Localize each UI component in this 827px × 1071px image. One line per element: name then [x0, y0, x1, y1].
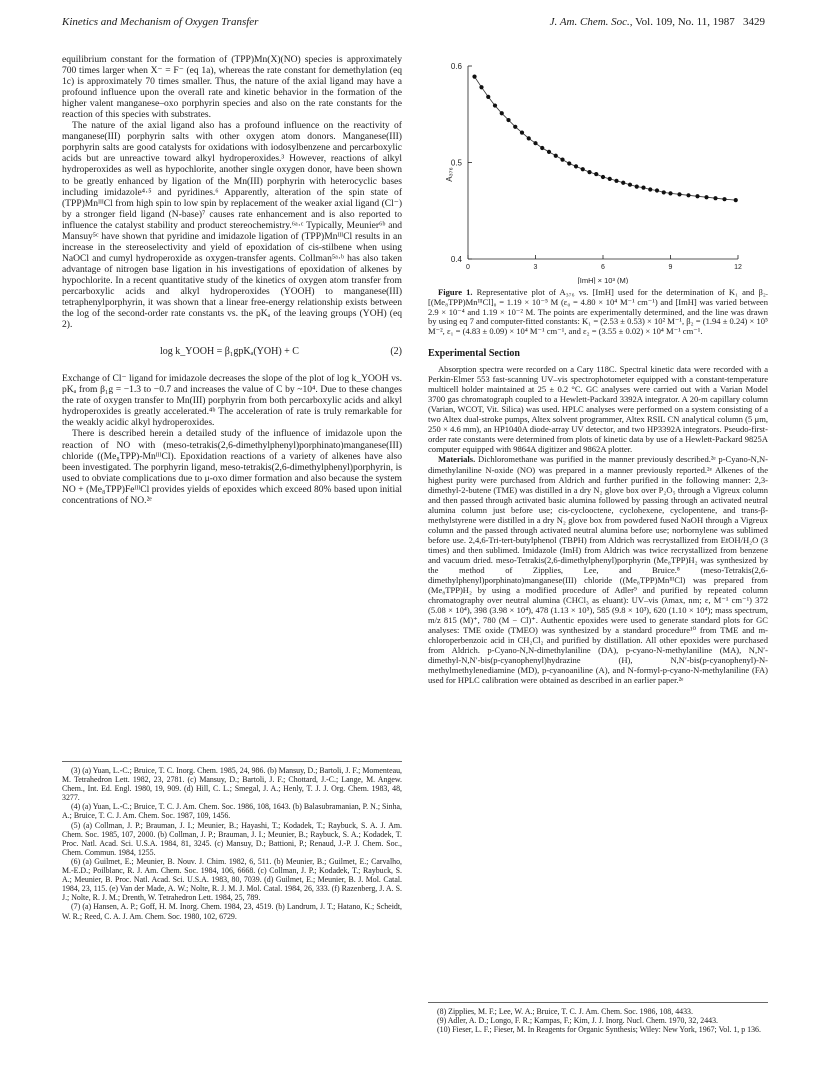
data-point	[500, 111, 504, 115]
paragraph	[428, 454, 768, 685]
data-point	[486, 95, 490, 99]
data-point	[554, 154, 558, 158]
reference: (10) Fieser, L. F.; Fieser, M. In Reagents for Organic Synthesis; Wiley: New York, 1967; Vol. 1, p 136.	[437, 1025, 761, 1035]
y-tick-label: 0.6	[450, 62, 462, 71]
data-point	[648, 187, 652, 191]
section-title: Experimental Section	[428, 347, 520, 359]
materials-label: Materials.	[438, 454, 476, 465]
data-point	[704, 195, 708, 199]
data-point	[506, 118, 510, 122]
journal-name: J. Am. Chem. Soc.,	[549, 16, 633, 28]
data-point	[493, 103, 497, 107]
data-point	[567, 161, 571, 165]
x-tick-label: 12	[734, 264, 742, 271]
data-point	[587, 170, 591, 174]
data-point	[695, 194, 699, 198]
data-point	[628, 183, 632, 187]
data-point	[655, 188, 659, 192]
left-column	[62, 54, 402, 506]
y-tick-label: 0.4	[450, 255, 462, 264]
scatter-plot	[428, 54, 768, 284]
data-point	[677, 192, 681, 196]
data-point	[533, 141, 537, 145]
figure-caption-text: Representative plot of A₃₇₆ vs. [ImH] used for the determination of K₁ and β₂. [(Me₈TPP)MnᴵᴵᴵCl]₀ = 1.19 × 10⁻⁵ M (ε₀ = 4.80 × 10⁴ M⁻¹ cm⁻¹) and [ImH] was varied between 2.9 × 10⁻⁴ and 1.19 × 10⁻² M. The points are experimentally determined, and the line was drawn by using eq 7 and computer-fitted constants: K₁ = (2.53 ± 0.53) × 10² M⁻¹, β₂ = (1.94 ± 0.24) × 10⁵ M⁻², ε₁ = (4.83 ± 0.09) × 10⁴ M⁻¹ cm⁻¹, and ε₂ = (3.55 ± 0.02) × 10⁴ M⁻¹ cm⁻¹.	[428, 287, 768, 337]
reference: (3) (a) Yuan, L.-C.; Bruice, T. C. Inorg. Chem. 1985, 24, 986. (b) Mansuy, D.; Bartoli, J. F.; Momenteau, M. Tetrahedron Lett. 1982, 23, 2781. (c) Mansuy, D.; Bartoli, J. F.; Chottard, J.-C.; Lange, M. Angew. Chem., Int. Ed. Engl. 1980, 19, 909. (d) Hill, C. L.; Smegal, J. A.; Henly, T. J. J. Org. Chem. 1983, 48, 3277.	[62, 766, 402, 803]
reference: (6) (a) Guilmet, E.; Meunier, B. Nouv. J. Chim. 1982, 6, 511. (b) Meunier, B.; Guilmet, E.; Carvalho, M.-E.D.; Poilblanc, R. J. Am. Chem. Soc. 1984, 106, 6668. (c) Collman, J. P.; Kodadek, T.; Raybuck, S. A.; Meunier, B. Proc. Natl. Acad. Sci. U.S.A. 1983, 80, 7039. (d) Guilmet, E.; Meunier, B. J. Mol. Catal. 1984, 23, 115. (e) Van der Made, A. W.; Nolte, R. J. M. J. Mol. Catal. 1984, 26, 333. (f) Razenberg, J. A. S. J.; Nolte, R. J. M.; Drenth, W. Tetrahedron Lett. 1984, 25, 789.	[62, 856, 402, 903]
footnotes-right	[428, 1002, 768, 1034]
right-column	[428, 288, 768, 686]
data-point	[513, 125, 517, 129]
materials-text: Dichloromethane was purified in the manner previously described.²ᵉ p-Cyano-N,N-dimethylaniline N-oxide (NO) was prepared in a manner previously reported.²ᵉ Alkenes of the highest purity were purchased from Aldrich and further purified in the following manner: 2,3-dimethyl-2-butene (TME) was distilled in a dry N₂ glove box over P₂O₅ through a Vigreux column and then passed through activated basic alumina followed by passing through an activated neutral alumina column just before use; cis-cyclooctene, cyclohexene, cyclopentene, and trans-β-methylstyrene were distilled in a dry N₂ glove box from powdered fused NaOH through a Vigreux column and the passed through activated neutral alumina before use; norbornylene was sublimed before use. 2,4,6-Tri-tert-butylphenol (TBPH) from Aldrich was recrystallized from EtOH/H₂O (3 times) and then sublimed. Imidazole (ImH) from Aldrich was twice recrystallized from benzene and vacuum dried. meso-Tetrakis(2,6-dimethylphenyl)porphyrin (Me₈TPP)H₂ was synthesized by the method of Zipplies, Lee, and Bruice.⁸ (meso-Tetrakis(2,6-dimethylphenyl)porphinato)manganese(III) chloride ((Me₈TPP)MnᴵᴵᴵCl) was prepared from (Me₈TPP)H₂ by using a modified procedure of Adler⁹ and purified by repeated column chromatography over neutral alumina (CHCl₃ as eluant): UV–vis (λmax, nm; ε, M⁻¹ cm⁻¹) 372 (5.08 × 10⁴), 398 (3.98 × 10⁴), 478 (1.13 × 10⁵), 585 (9.8 × 10³), 620 (1.10 × 10⁴); mass spectrum, m/z 815 (M)⁺, 780 (M − Cl)⁺. Authentic epoxides were used to generate standard plots for GC analyses: TME oxide (TMEO) was synthesized by a standard procedure¹⁰ from TME and m-chloroperbenzoic acid in CH₂Cl₂ and purified by distillation. All other epoxides were purchased from Aldrich. p-Cyano-N,N-dimethylaniline (DA), p-cyano-N-methylaniline (MA), N,N′-dimethyl-N,N′-bis(p-cyanophenyl)hydrazine (H), N,N′-bis(p-cyanophenyl)-N-methylmethylenediamine (MD), p-cyanoaniline (A), and N-formyl-p-cyano-N-methylaniline (FA) used for HPLC calibration were obtained as described in an earlier paper.²ᵉ	[428, 454, 768, 686]
paragraph: Absorption spectra were recorded on a Cary 118C. Spectral kinetic data were recorded with a Perkin-Elmer 553 fast-scanning UV–vis spectrophotometer equipped with a constant-temperature multicell holder maintained at 25 ± 0.2 °C. GC analyses were carried out with a Varian Model 3700 gas chromatograph coupled to a Hewlett-Packard 3392A integrator. A 20-m capillary column (Varian, WCOT, Vit. Silica) was used. HPLC analyses were performed on a system consisting of a two Altex dual-stroke pumps, Altex solvent programmer, Altex RSIL CN analytical column (5 μm, 250 × 4.6 mm), an HP1040A diode-array UV detector, and two HP3392A integrators. Pseudo-first-order rate constants were determined from plots of kinetic data by use of a Hewlett-Packard 9825A computer equipped with 9864A digitizer and 9862A plotter.	[428, 364, 768, 455]
equation-2	[62, 346, 402, 357]
x-tick-label: 0	[466, 264, 470, 271]
x-tick-label: 3	[533, 264, 538, 271]
data-point	[581, 167, 585, 171]
figure-caption-label: Figure 1.	[438, 287, 473, 297]
data-point	[722, 197, 726, 201]
data-point	[686, 193, 690, 197]
figure-caption	[428, 288, 768, 337]
data-point	[472, 75, 476, 79]
data-point	[614, 179, 618, 183]
x-tick-label: 9	[668, 264, 673, 271]
data-point	[540, 146, 544, 150]
paragraph: equilibrium constant for the formation of (TPP)Mn(X)(NO) species is approximately 700 times larger when X⁻ = F⁻ (eq 1a), whereas the rate constant for demethylation (eq 1c) is approximately 70 times smaller. Thus, the nature of the axial ligand may have a profound influence upon the overall rate and kinetic behavior in the formation of the higher valent manganese–oxo porphyrin species and also on the rate constants for the reaction of this species with substrates.	[62, 54, 402, 121]
data-point	[621, 181, 625, 185]
y-axis-label: A₃₇₆	[445, 167, 454, 182]
data-point	[594, 172, 598, 176]
reference: (5) (a) Collman, J. P.; Brauman, J. I.; Meunier, B.; Hayashi, T.; Kodadek, T.; Raybuck, S. A. J. Am. Chem. Soc. 1985, 107, 2000. (b) Collman, J. P.; Brauman, J. I.; Meunier, B.; Raybuck, S. A.; Kodadek, T. Proc. Natl. Acad. Sci. U.S.A. 1984, 81, 3245. (c) Mansuy, D.; Battioni, P.; Renaud, J.-P. J. Chem. Soc., Chem. Commun. 1984, 1255.	[62, 820, 402, 857]
paragraph: There is described herein a detailed study of the influence of imidazole upon the reaction of NO with (meso-tetrakis(2,6-dimethylphenyl)porphinato)manganese(III) chloride ((Me₈TPP)-MnᴵᴵᴵCl). Epoxidation reactions of a variety of alkenes have also been investigated. The porphyrin ligand, meso-tetrakis(2,6-dimethylphenyl)porphyrin, is used to obviate complications due to μ-oxo dimer formation and also because the system NO + (Me₈TPP)FeᴵᴵᴵCl provides yields of epoxides which exceed 80% based upon initial concentrations of NO.²ᵉ	[62, 428, 402, 506]
x-tick-label: 6	[601, 264, 605, 271]
y-tick-label: 0.5	[450, 158, 462, 168]
footnotes-left	[62, 761, 402, 921]
equation-body: log k_YOOH = β₁gpKₐ(YOH) + C	[160, 346, 299, 358]
reference: (7) (a) Hansen, A. P.; Goff, H. M. Inorg. Chem. 1984, 23, 4519. (b) Landrum, J. T.; Hatano, K.; Scheidt, W. R.; Reed, C. A. J. Am. Chem. Soc. 1980, 102, 6729.	[62, 902, 402, 921]
data-point	[608, 177, 612, 181]
data-point	[635, 185, 639, 189]
paragraph: The nature of the axial ligand also has a profound influence on the reactivity of manganese(III) porphyrin salts with other oxygen atom donors. Manganese(III) porphyrin salts are good catalysts for oxidations with iodosylbenzene and percarboxylic acids but are unreactive toward alkyl hydroperoxides.³ However, reactions of alkyl hydroperoxides as well as hypochlorite, another single oxygen donor, have been shown to be greatly enhanced by ligation of the Mn(III) porphyrin with heterocyclic bases including imidazole⁴·⁵ and pyridines.⁶ Apparently, alteration of the spin state of (TPP)MnᴵᴵᴵCl from high spin to low spin by replacement of the weaker axial ligand (Cl⁻) by a stronger field ligand (N-base)⁷ causes rate enhancement and is also reported to influence the catalyst stability and product stereochemistry.⁶ᵃ·ᶜ Typically, Meunier⁶ᵇ and Mansuy⁵ᶜ have shown that pyridine and imidazole ligation of (TPP)MnᴵᴵᴵCl results in an increase in the stereoselectivity and yield of epoxidation of cis-stilbene when using NaOCl and cumyl hydroperoxide as oxygen-transfer agents. Collman⁵ᵃ·ᵇ has also taken advantage of nitrogen base ligation in his investigations of epoxidation of alkenes by hypochlorite. In a recent quantitative study of the kinetics of oxygen atom transfer from percarboxylic acids and alkyl hydroperoxides (YOOH) to manganese(III) tetraphenylporphyrin, it was shown that a linear free-energy relationship exists between the log of the second-order rate constants vs. the pKₐ of the leaving groups (YOH) (eq 2).	[62, 120, 402, 331]
data-point	[527, 136, 531, 140]
x-axis-label: [ImH] × 10³ (M)	[577, 276, 629, 284]
figure-1-chart	[428, 54, 768, 284]
data-point	[668, 191, 672, 195]
reference: (4) (a) Yuan, L.-C.; Bruice, T. C. J. Am. Chem. Soc. 1986, 108, 1643. (b) Balasubramanian, P. N.; Sinha, A.; Bruice, T. C. J. Am. Chem. Soc. 1987, 109, 1456.	[62, 802, 402, 821]
experimental-section	[428, 364, 768, 686]
data-point	[560, 158, 564, 162]
paragraph: Exchange of Cl⁻ ligand for imidazole decreases the slope of the plot of log k_YOOH vs. pKₐ from β₁g = −1.3 to −0.7 and increases the value of C by ~10⁴. Due to these changes the rate of oxygen transfer to Mn(III) porphyrin from both percarboxylic acids and alkyl hydroperoxides is greatly accelerated.⁴ᵇ The acceleration of rate is truly remarkable for the weakly acidic alkyl hydroperoxides.	[62, 373, 402, 429]
data-point	[734, 198, 738, 202]
data-point	[601, 175, 605, 179]
data-point	[520, 130, 524, 134]
running-header-title: Kinetics and Mechanism of Oxygen Transfer	[62, 16, 259, 28]
running-header-citation	[550, 16, 765, 28]
data-point	[713, 196, 717, 200]
volume-issue: Vol. 109, No. 11, 1987	[635, 16, 735, 28]
reference: (9) Adler, A. D.; Longo, F. R.; Kampas, F.; Kim, J. J. Inorg. Nucl. Chem. 1970, 32, 2443.	[437, 1016, 719, 1026]
data-point	[547, 150, 551, 154]
equation-number: (2)	[390, 346, 402, 358]
data-point	[641, 185, 645, 189]
page-number: 3429	[743, 16, 765, 28]
data-point	[662, 190, 666, 194]
data-point	[574, 164, 578, 168]
fit-curve	[475, 77, 736, 201]
reference: (8) Zipplies, M. F.; Lee, W. A.; Bruice, T. C. J. Am. Chem. Soc. 1986, 108, 4433.	[437, 1007, 693, 1016]
data-point	[479, 85, 483, 89]
